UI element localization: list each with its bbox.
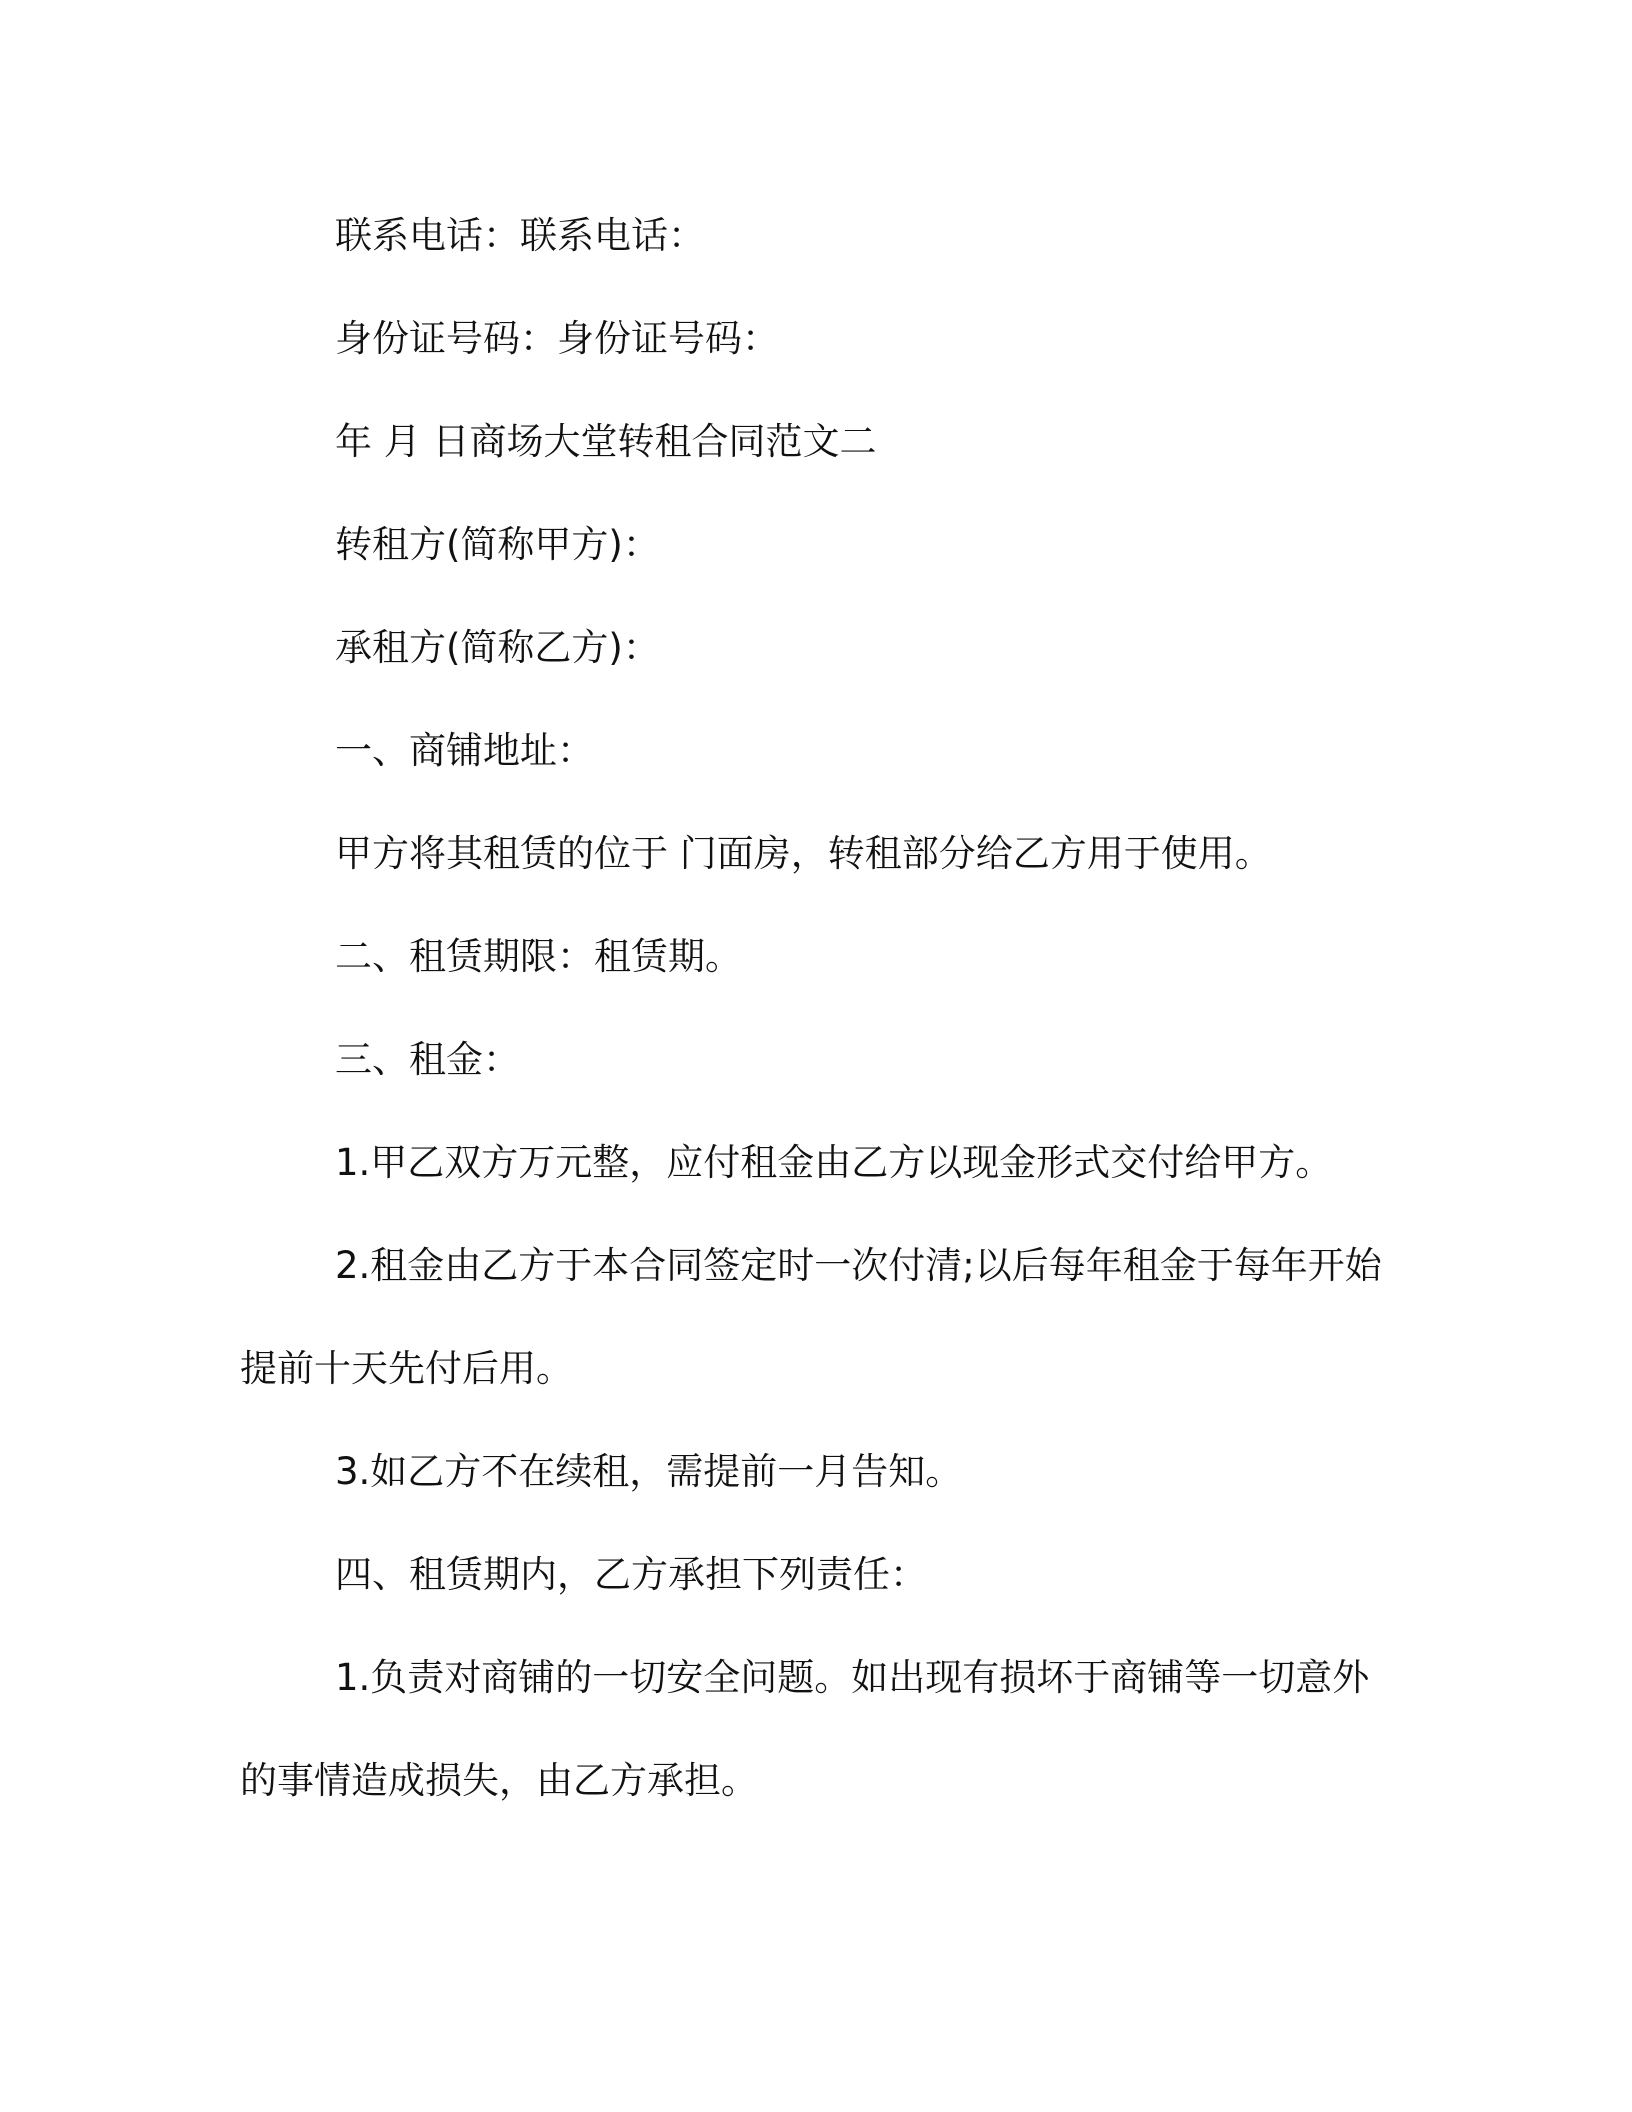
lessee-line: 承租方(简称乙方)：: [335, 626, 660, 669]
section-heading-address: 一、商铺地址：: [335, 729, 594, 772]
section-heading-responsibilities: 四、租赁期内，乙方承担下列责任：: [335, 1553, 927, 1596]
address-clause: 甲方将其租赁的位于 门面房，转租部分给乙方用于使用。: [335, 832, 1272, 875]
rent-clause-3: 3.如乙方不在续租，需提前一月告知。: [335, 1450, 963, 1493]
id-number-line: 身份证号码：身份证号码：: [335, 317, 779, 360]
rent-clause-1: 1.甲乙双方万元整，应付租金由乙方以现金形式交付给甲方。: [335, 1141, 1333, 1184]
contact-phone-line: 联系电话：联系电话：: [335, 214, 705, 257]
rent-clause-2: 2.租金由乙方于本合同签定时一次付清;以后每年租金于每年开始提前十天先付后用。: [240, 1244, 1382, 1390]
document-title: 年 月 日商场大堂转租合同范文二: [335, 420, 877, 463]
section-heading-rent: 三、租金：: [335, 1038, 520, 1081]
responsibility-clause-1: 1.负责对商铺的一切安全问题。如出现有损坏于商铺等一切意外的事情造成损失，由乙方承担。: [240, 1656, 1370, 1802]
lessor-line: 转租方(简称甲方)：: [335, 523, 660, 566]
document-body: [240, 184, 1400, 1832]
section-heading-term: 二、租赁期限：租赁期。: [335, 935, 742, 978]
